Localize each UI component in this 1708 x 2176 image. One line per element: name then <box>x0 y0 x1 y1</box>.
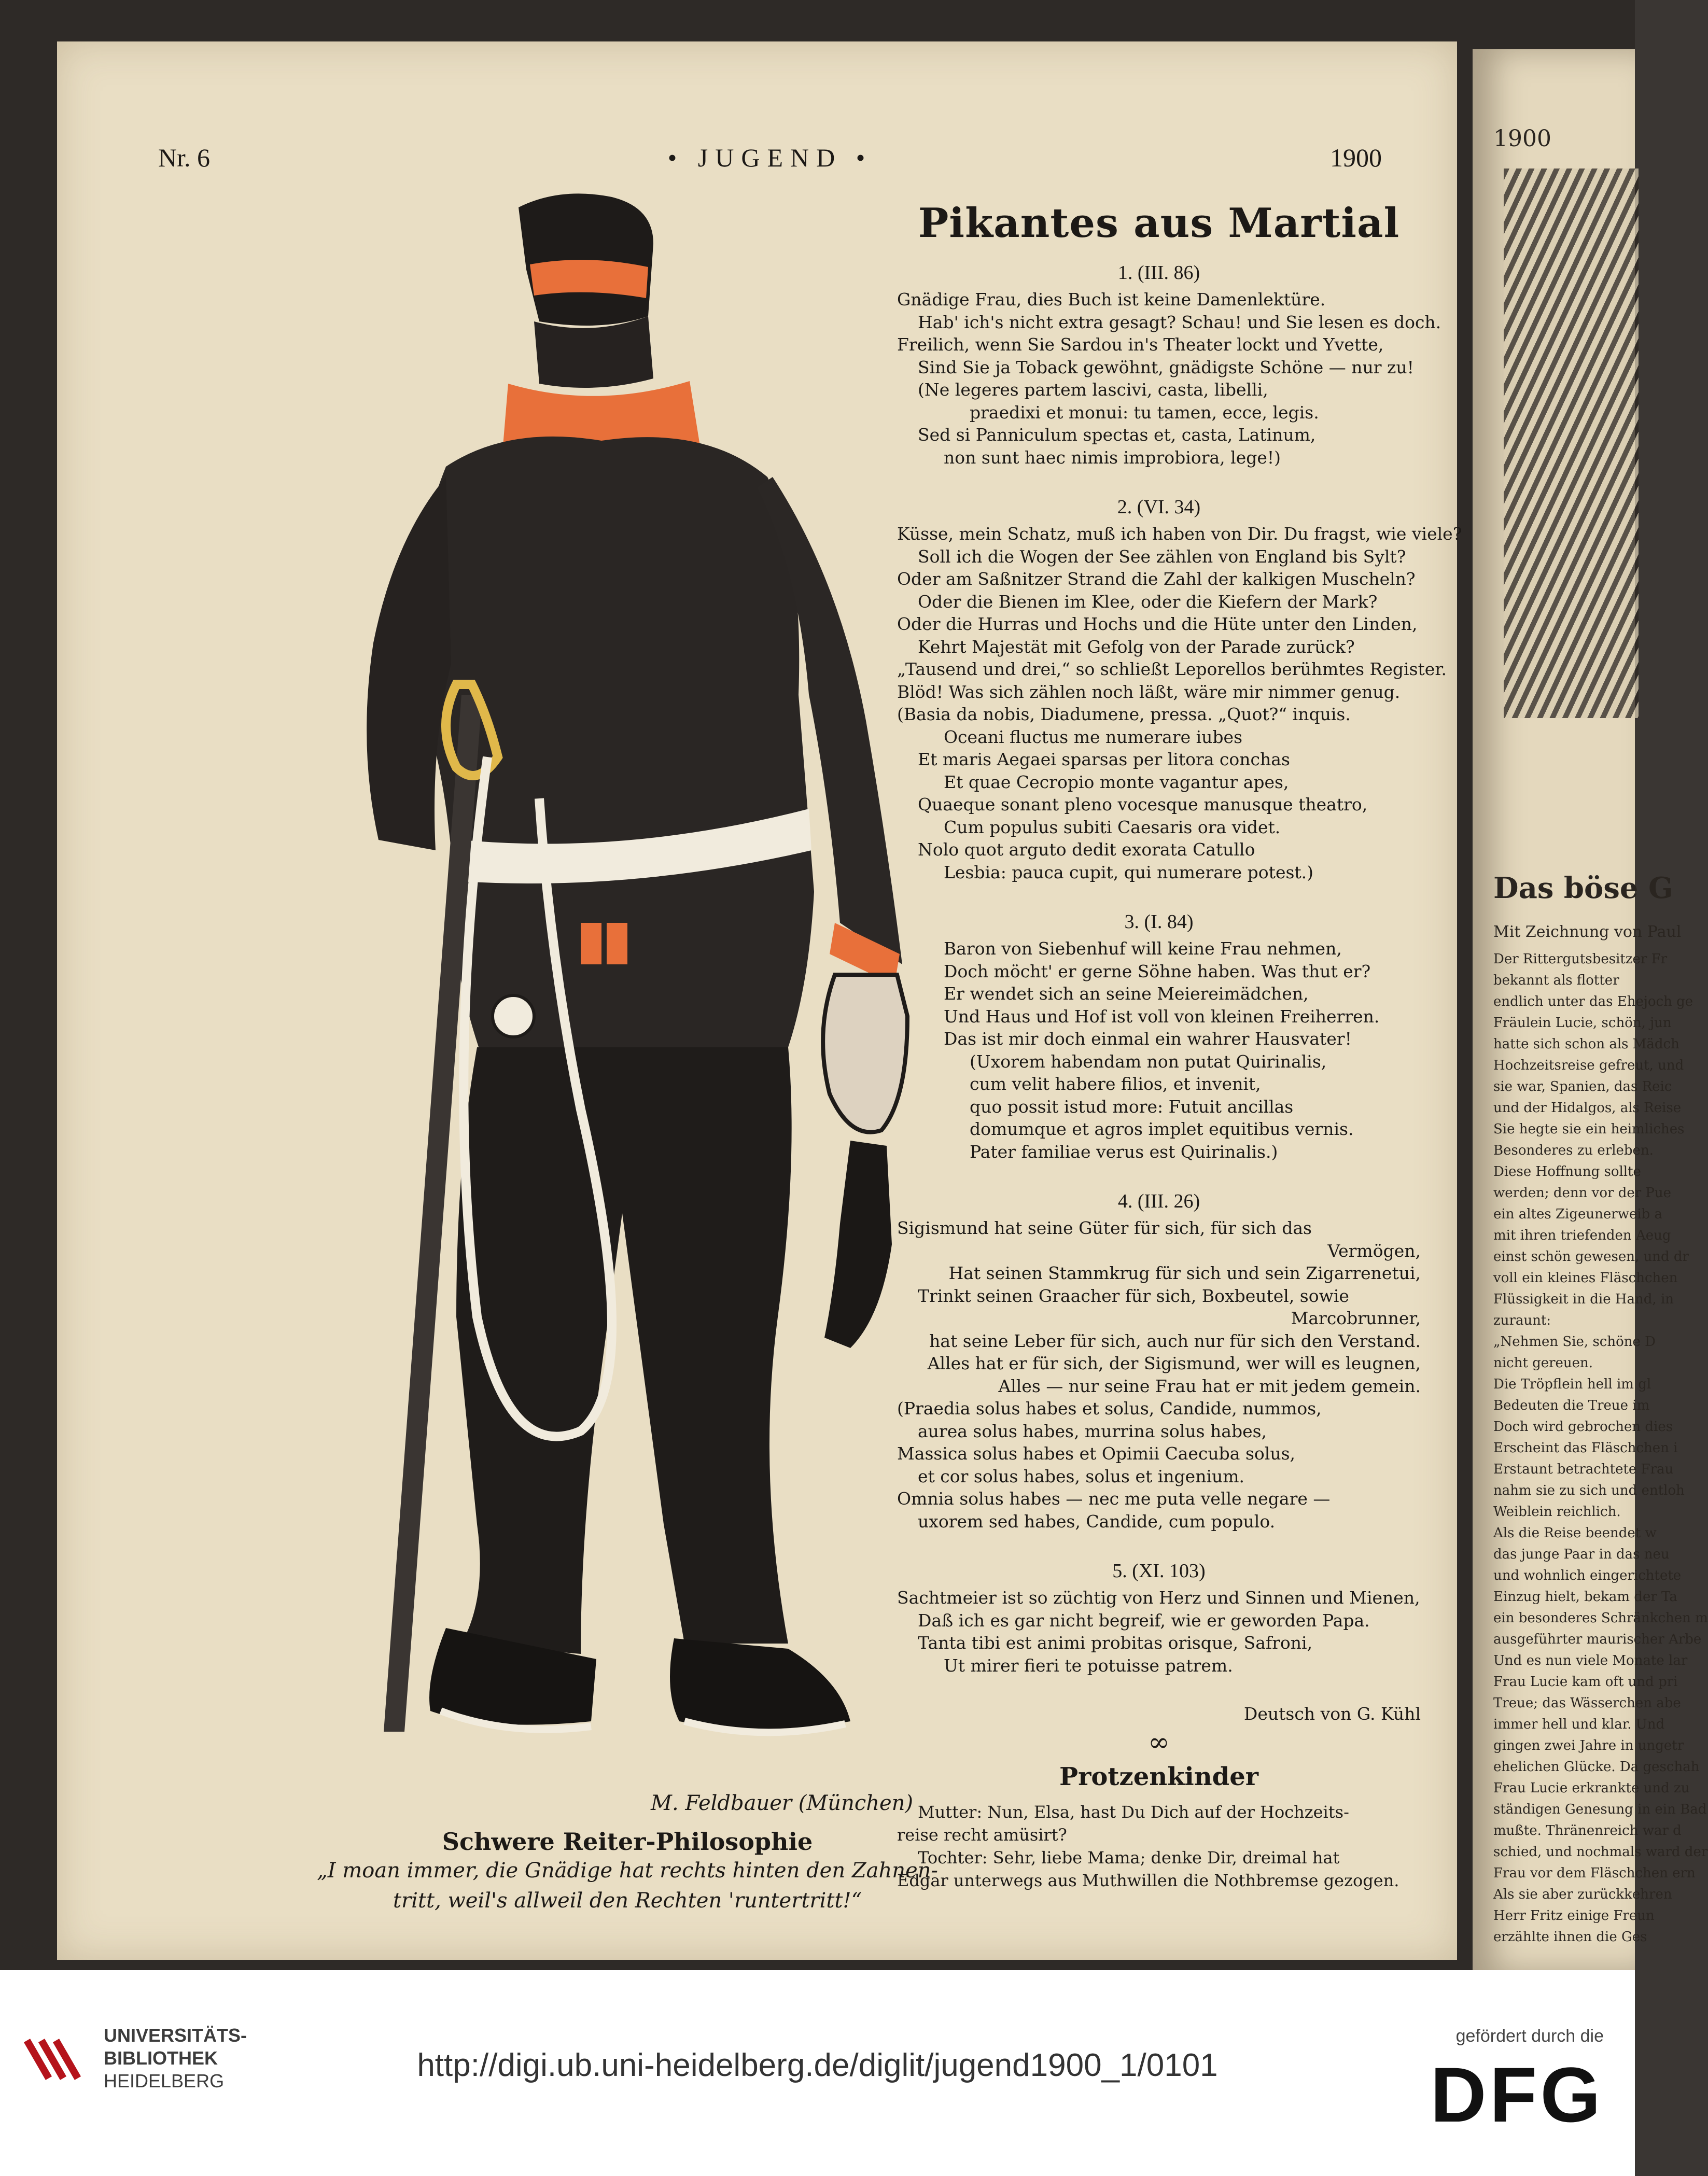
dialogue-line: Edgar unterwegs aus Muthwillen die Nothbremse gezogen. <box>897 1871 1399 1890</box>
poem-line: Kehrt Majestät mit Gefolg von der Parade zurück? <box>918 636 1355 657</box>
adjacent-page-line: das junge Paar in das neu <box>1493 1547 1670 1562</box>
adjacent-page-line: Flüssigkeit in die Hand, in <box>1493 1291 1674 1307</box>
adjacent-page-line: ein besonderes Schränkchen m <box>1493 1610 1708 1626</box>
poem-line: Blöd! Was sich zählen noch läßt, wäre mir nimmer genug. <box>897 681 1401 702</box>
poem-line: „Tausend und drei,“ so schließt Leporellos berühmtes Register. <box>897 659 1447 679</box>
adjacent-page-line: endlich unter das Ehejoch ge <box>1493 994 1693 1009</box>
poem <box>897 1560 1421 1677</box>
poem-number: 4. (III. 26) <box>1117 1190 1200 1212</box>
poem-line: Doch möcht' er gerne Söhne haben. Was thut er? <box>944 961 1371 981</box>
poem-line: Et maris Aegaei sparsas per litora conchas <box>918 749 1290 769</box>
article-column <box>897 200 1462 1892</box>
poem-line: quo possit istud more: Futuit ancillas <box>970 1096 1294 1117</box>
poem-line: Trinkt seinen Graacher für sich, Boxbeutel, sowie <box>918 1285 1349 1306</box>
adjacent-page-byline: Mit Zeichnung von Paul <box>1493 923 1682 941</box>
poem-line: Tanta tibi est animi probitas orisque, Safroni, <box>918 1633 1313 1653</box>
page-header <box>158 143 1382 179</box>
poem-line: (Uxorem habendam non putat Quirinalis, <box>970 1051 1327 1072</box>
adjacent-page <box>1473 49 1708 1973</box>
caption-line: tritt, weil's allweil den Rechten 'runtertritt!“ <box>393 1889 862 1913</box>
poem-line: domumque et agros implet equitibus vernis. <box>970 1119 1354 1139</box>
poem-line: Gnädige Frau, dies Buch ist keine Damenlektüre. <box>897 289 1326 310</box>
poem-number: 3. (I. 84) <box>1124 911 1194 933</box>
adjacent-page-line: Erstaunt betrachtete Frau <box>1493 1462 1674 1477</box>
poem-line: Marcobrunner, <box>1291 1308 1421 1328</box>
poem-line: Massica solus habes et Opimii Caecuba solus, <box>897 1443 1295 1464</box>
adjacent-page-line: schied, und nochmals ward der <box>1493 1844 1708 1860</box>
adjacent-page-line: Frau vor dem Fläschchen ern <box>1493 1865 1696 1881</box>
poem-line: Alles — nur seine Frau hat er mit jedem gemein. <box>998 1375 1421 1396</box>
poem-list <box>897 261 1462 1677</box>
poem-line: Nolo quot arguto dedit exorata Catullo <box>918 839 1255 860</box>
adjacent-page-line: nahm sie zu sich und entloh <box>1493 1483 1685 1498</box>
poem-line: Sigismund hat seine Güter für sich, für sich das <box>897 1218 1312 1238</box>
artist-signature: M. Feldbauer (München) <box>651 1791 914 1815</box>
poem-line: Sachtmeier ist so züchtig von Herz und Sinnen und Mienen, <box>897 1588 1420 1608</box>
adjacent-page-heading: Das böse G <box>1493 871 1673 905</box>
article-title: Pikantes aus Martial <box>918 200 1400 247</box>
poem-line: Oceani fluctus me numerare iubes <box>944 726 1243 747</box>
adjacent-page-line: Besonderes zu erleben. <box>1493 1143 1654 1158</box>
adjacent-page-line: Treue; das Wässerchen abe <box>1493 1695 1681 1711</box>
poem-line: Küsse, mein Schatz, muß ich haben von Dir. Du fragst, wie viele? <box>897 524 1462 544</box>
poem-line: Lesbia: pauca cupit, qui numerare potest.) <box>944 862 1314 882</box>
adjacent-page-line: voll ein kleines Fläschchen <box>1493 1270 1678 1286</box>
adjacent-page-line: Bedeuten die Treue im <box>1493 1398 1650 1413</box>
adjacent-page-line: ein altes Zigeunerweib a <box>1493 1206 1663 1222</box>
adjacent-page-line: Herr Fritz einige Freun <box>1493 1908 1655 1924</box>
poem-line: cum velit habere filios, et invenit, <box>970 1074 1261 1094</box>
adjacent-page-line: Und es nun viele Monate lar <box>1493 1653 1688 1668</box>
dialogue-line: Mutter: Nun, Elsa, hast Du Dich auf der Hochzeits- <box>918 1802 1349 1822</box>
adjacent-page-line: erzählte ihnen die Ges <box>1493 1929 1647 1945</box>
adjacent-page-line: „Nehmen Sie, schöne D <box>1493 1334 1656 1350</box>
adjacent-page-line: ständigen Genesung in ein Bad <box>1493 1802 1707 1817</box>
adjacent-page-line: nicht gereuen. <box>1493 1355 1593 1371</box>
institution-line: BIBLIOTHEK <box>104 2047 218 2069</box>
poem-line: hat seine Leber für sich, auch nur für sich den Verstand. <box>929 1330 1421 1351</box>
adjacent-page-line: Die Tröpflein hell im gl <box>1493 1377 1651 1392</box>
adjacent-page-line: Erscheint das Fläschchen i <box>1493 1440 1678 1456</box>
poem-line: (Basia da nobis, Diadumene, pressa. „Quot?“ inquis. <box>897 704 1351 724</box>
poem-line: (Ne legeres partem lascivi, casta, libelli, <box>918 380 1268 400</box>
poem-line: praedixi et monui: tu tamen, ecce, legis. <box>970 402 1319 423</box>
adjacent-page-line: Diese Hoffnung sollte <box>1493 1164 1641 1180</box>
poem-number: 5. (XI. 103) <box>1112 1560 1206 1582</box>
poem-line: Daß ich es gar nicht begreif, wie er geworden Papa. <box>918 1610 1370 1631</box>
illustration-caption <box>275 1828 980 1916</box>
adjacent-page-line: Fräulein Lucie, schön, jun <box>1493 1015 1672 1031</box>
poem-line: Pater familiae verus est Quirinalis.) <box>970 1141 1278 1162</box>
adjacent-page-line: Frau Lucie kam oft und pri <box>1493 1674 1678 1690</box>
poem-number: 1. (III. 86) <box>1117 262 1200 284</box>
poem-line: Hab' ich's nicht extra gesagt? Schau! und Sie lesen es doch. <box>918 312 1441 332</box>
poem-line: Omnia solus habes — nec me puta velle negare — <box>897 1489 1331 1509</box>
caption-title: Schwere Reiter-Philosophie <box>442 1828 813 1856</box>
poem-line: Das ist mir doch einmal ein wahrer Hausvater! <box>944 1029 1352 1049</box>
adjacent-page-line: Doch wird gebrochen dies <box>1493 1419 1673 1435</box>
poem-line: Quaeque sonant pleno vocesque manusque theatro, <box>918 794 1368 815</box>
adjacent-page-year: 1900 <box>1493 125 1551 152</box>
poem-line: uxorem sed habes, Candide, cum populo. <box>918 1511 1276 1532</box>
poem-line: Soll ich die Wogen der See zählen von England bis Sylt? <box>918 546 1406 567</box>
poem-line: Baron von Siebenhuf will keine Frau nehmen, <box>944 938 1342 959</box>
poem-line: Ut mirer fieri te potuisse patrem. <box>944 1655 1233 1676</box>
adjacent-page-line: Als sie aber zurückkehren <box>1493 1887 1672 1902</box>
adjacent-page-line: ehelichen Glücke. Da geschah <box>1493 1759 1700 1775</box>
poem-line: Oder am Saßnitzer Strand die Zahl der kalkigen Muscheln? <box>897 569 1416 589</box>
caption-line: „I moan immer, die Gnädige hat rechts hinten den Zahnen- <box>317 1859 938 1883</box>
poem-number: 2. (VI. 34) <box>1117 496 1201 518</box>
poem-line: Hat seinen Stammkrug für sich und sein Zigarrenetui, <box>948 1263 1421 1283</box>
adjacent-page-line: mit ihren triefenden Aeug <box>1493 1228 1671 1243</box>
adjacent-page-line: hatte sich schon als Mädch <box>1493 1036 1679 1052</box>
adjacent-page-line: und wohnlich eingerichtete <box>1493 1568 1682 1583</box>
institution-line: HEIDELBERG <box>104 2070 225 2091</box>
adjacent-page-line: ausgeführter maurischer Arbe <box>1493 1632 1702 1647</box>
poem-line: aurea solus habes, murrina solus habes, <box>918 1421 1267 1441</box>
dfg-logo: DFG <box>1430 2051 1604 2138</box>
adjacent-page-line: Sie hegte sie ein heimliches <box>1493 1121 1685 1137</box>
poem-line: Vermögen, <box>1327 1240 1421 1261</box>
poem-line: et cor solus habes, solus et ingenium. <box>918 1466 1245 1486</box>
poem <box>897 910 1421 1163</box>
poem <box>897 261 1441 469</box>
adjacent-page-line: sie war, Spanien, das Reic <box>1493 1079 1672 1094</box>
adjacent-page-line: Weiblein reichlich. <box>1493 1504 1621 1520</box>
protzenkinder-title: Protzenkinder <box>1059 1762 1259 1791</box>
poem-line: Er wendet sich an seine Meiereimädchen, <box>944 984 1309 1004</box>
institution-line: UNIVERSITÄTS- <box>104 2025 247 2046</box>
poem <box>897 1190 1421 1533</box>
adjacent-page-line: mußte. Thränenreich war d <box>1493 1823 1682 1838</box>
soldier-illustration <box>290 176 913 1794</box>
poem-line: Alles hat er für sich, der Sigismund, wer will es leugnen, <box>927 1353 1421 1373</box>
dialogue-line: Tochter: Sehr, liebe Mama; denke Dir, dreimal hat <box>918 1848 1340 1868</box>
adjacent-page-line: werden; denn vor der Pue <box>1493 1185 1672 1201</box>
issue-number: Nr. 6 <box>158 143 210 172</box>
adjacent-page-line: Als die Reise beendet w <box>1493 1525 1657 1541</box>
adjacent-page-line: Der Rittergutsbesitzer Fr <box>1493 951 1668 967</box>
poem-line: (Praedia solus habes et solus, Candide, nummos, <box>897 1398 1322 1419</box>
adjacent-page-line: gingen zwei Jahre in ungetr <box>1493 1738 1684 1753</box>
poem-line: Sind Sie ja Toback gewöhnt, gnädigste Schöne — nur zu! <box>918 357 1414 377</box>
poem-line: non sunt haec nimis improbiora, lege!) <box>944 447 1281 468</box>
adjacent-page-line: immer hell und klar. Und <box>1493 1717 1665 1732</box>
poem-line: Et quae Cecropio monte vagantur apes, <box>944 771 1289 792</box>
poem <box>897 496 1462 883</box>
adjacent-page-line: einst schön gewesen, und dr <box>1493 1249 1689 1265</box>
poem-line: Oder die Hurras und Hochs und die Hüte unter den Linden, <box>897 614 1418 634</box>
magazine-title: • JUGEND • <box>667 143 873 172</box>
translator-credit: Deutsch von G. Kühl <box>1243 1704 1421 1724</box>
poem-line: Oder die Bienen im Klee, oder die Kiefern der Mark? <box>918 591 1378 612</box>
adjacent-page-line: Frau Lucie erkrankte und zu <box>1493 1780 1690 1796</box>
poem-line: Sed si Panniculum spectas et, casta, Latinum, <box>918 425 1316 445</box>
adjacent-page-text <box>1493 949 1708 1948</box>
adjacent-page-line: Hochzeitsreise gefreut, und <box>1493 1058 1684 1073</box>
adjacent-page-line: bekannt als flotter <box>1493 973 1619 988</box>
adjacent-page-line: und der Hidalgos, als Reise <box>1493 1100 1682 1116</box>
issue-year: 1900 <box>1330 143 1382 172</box>
poem-line: Freilich, wenn Sie Sardou in's Theater lockt und Yvette, <box>897 334 1384 355</box>
poem-line: Cum populus subiti Caesaris ora videt. <box>944 817 1281 837</box>
permalink-url[interactable]: http://digi.ub.uni-heidelberg.de/diglit/jugend1900_1/0101 <box>417 2047 1218 2083</box>
adjacent-page-illustration <box>1504 169 1639 718</box>
dialogue-line: reise recht amüsirt? <box>897 1825 1067 1845</box>
adjacent-page-line: Einzug hielt, bekam der Ta <box>1493 1589 1677 1605</box>
adjacent-page-line: zuraunt: <box>1493 1313 1551 1328</box>
viewer-footer <box>0 1970 1635 2176</box>
funding-label: gefördert durch die <box>1455 2026 1604 2046</box>
poem-line: Und Haus und Hof ist voll von kleinen Freiherren. <box>944 1006 1380 1027</box>
section-flourish: ∞ <box>1148 1727 1170 1757</box>
